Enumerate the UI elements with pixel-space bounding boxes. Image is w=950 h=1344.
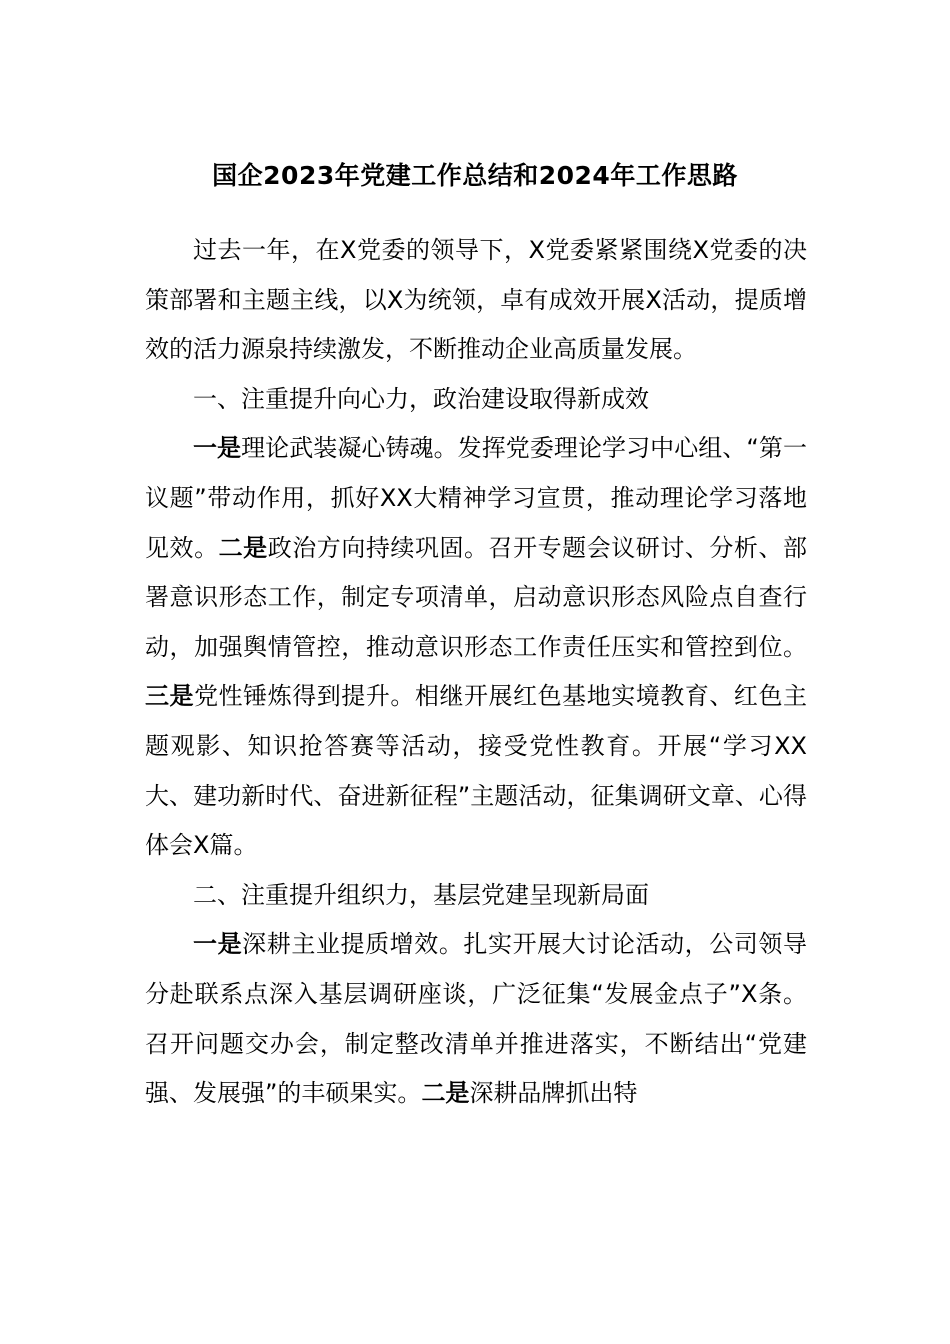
section-2-heading: 二、注重提升组织力，基层党建呈现新局面 <box>193 880 649 909</box>
intro-paragraph: 过去一年，在X党委的领导下，X党委紧紧围绕X党委的决策部署和主题主线，以X为统领，卓有成效开展X活动，提质增效的活力源泉持续激发，不断推动企业高质量发展。 <box>145 236 807 364</box>
section-1-item-2-lead: 二是 <box>218 533 268 562</box>
document-title: 国企2023年党建工作总结和2024年工作思路 <box>212 161 738 190</box>
section-1-item-3-lead: 三是 <box>145 682 195 711</box>
section-2-paragraph <box>145 920 807 1118</box>
section-1-item-3-text: 党性锤炼得到提升。相继开展红色基地实境教育、红色主题观影、知识抢答赛等活动，接受党性教育。开展“学习XX大、建功新时代、奋进新征程”主题活动，征集调研文章、心得体会X篇。 <box>145 682 807 860</box>
section-1-heading: 一、注重提升向心力，政治建设取得新成效 <box>193 384 649 413</box>
section-2-item-1-lead: 一是 <box>193 930 243 959</box>
section-2-item-2-text: 深耕品牌抓出特 <box>469 1079 638 1108</box>
section-1-item-2-text: 政治方向持续巩固。召开专题会议研讨、分析、部署意识形态工作，制定专项清单，启动意识形态风险点自查行动，加强舆情管控，推动意识形态工作责任压实和管控到位。 <box>145 533 808 661</box>
section-2-item-1-text: 深耕主业提质增效。扎实开展大讨论活动，公司领导分赴联系点深入基层调研座谈，广泛征集“发展金点子”X条。召开问题交办会，制定整改清单并推进落实，不断结出“党建强、发展强”的丰硕果实。 <box>145 930 808 1108</box>
section-1-item-1-lead: 一是 <box>193 434 242 463</box>
section-1-paragraph <box>145 424 807 870</box>
document-body <box>145 226 807 1119</box>
section-1-item-1-text: 理论武装凝心铸魂。发挥党委理论学习中心组、“第一议题”带动作用，抓好XX大精神学习宣贯，推动理论学习落地见效。 <box>145 434 807 562</box>
section-2-item-2-lead: 二是 <box>421 1079 470 1108</box>
